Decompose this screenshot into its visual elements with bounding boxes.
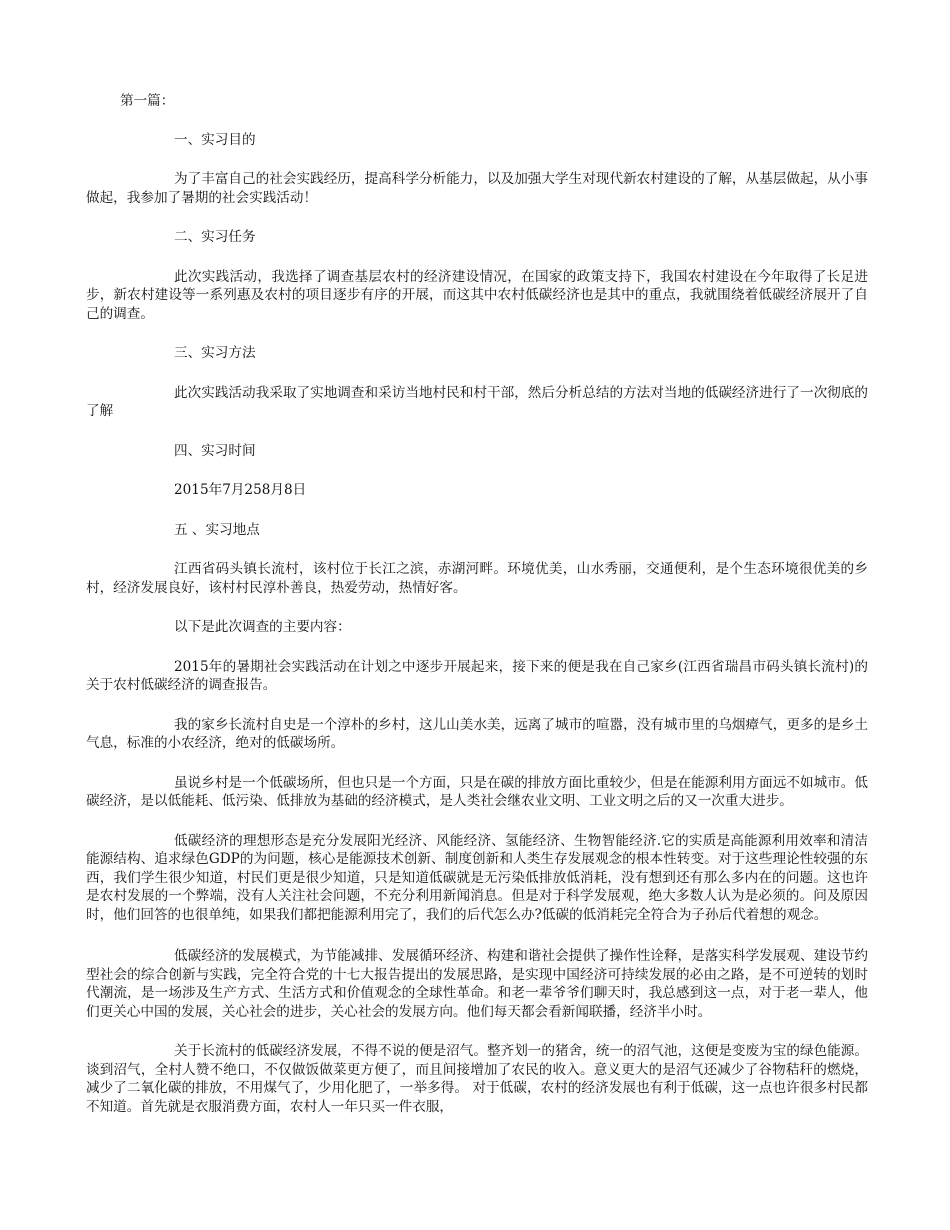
paragraph-4: 低碳经济的理想形态是充分发展阳光经济、风能经济、氢能经济、生物智能经济.它的实质是高能源利用效率和清洁能源结构、追求绿色GDP的为问题，核心是能源技术创新、制度创新和人类生存发展观念的根本性转变。对于这些理论性较强的东西，我们学生很少知道，村民们更是很少知道，只是知道低碳就是无污染低排放低消耗，没有想到还有那么多内在的问题。这也许是农村发展的一个弊端，没有人关注社会问题，不充分利用新闻消息。但是对于科学发展观，绝大多数人认为是必须的。问及原因时，他们回答的也很单纯，如果我们都把能源利用完了，我们的后代怎么办?低碳的低消耗完全符合为子孙后代着想的观念。 (86, 832, 868, 923)
paragraph-1: 2015年的暑期社会实践活动在计划之中逐步开展起来，接下来的便是我在自己家乡(江西省瑞昌市码头镇长流村)的关于农村低碳经济的调查报告。 (86, 658, 868, 693)
section-body-time: 2015年7月258月8日 (174, 482, 307, 498)
section-body-task: 此次实践活动，我选择了调查基层农村的经济建设情况，在国家的政策支持下，我国农村建设在今年取得了长足进步，新农村建设等一系列惠及农村的项目逐步有序的开展，而这其中农村低碳经济也是其中的重点，我就围绕着低碳经济展开了自己的调查。 (86, 268, 868, 322)
survey-intro: 以下是此次调查的主要内容： (174, 619, 351, 635)
section-title-location: 五 、实习地点 (174, 521, 260, 538)
section-title-method: 三、实习方法 (174, 345, 256, 361)
section-body-location: 江西省码头镇长流村，该村位于长江之滨，赤湖河畔。环境优美，山水秀丽，交通便利，是个生态环境很优美的乡村，经济发展良好，该村村民淳朴善良，热爱劳动，热情好客。 (86, 561, 868, 596)
paragraph-2: 我的家乡长流村自史是一个淳朴的乡村，这儿山美水美，远离了城市的喧嚣，没有城市里的乌烟瘴气，更多的是乡土气息，标准的小农经济，绝对的低碳场所。 (86, 716, 868, 751)
document-body (86, 92, 868, 1116)
section-title-task: 二、实习任务 (174, 229, 256, 245)
paragraph-6: 关于长流村的低碳经济发展，不得不说的便是沼气。整齐划一的猪舍，统一的沼气池，这便是变废为宝的绿色能源。谈到沼气，全村人赞不绝口，不仅做饭做菜更方便了，而且间接增加了农民的收入。意义更大的是沼气还减少了谷物秸秆的燃烧，减少了二氧化碳的排放，不用煤气了，少用化肥了，一举多得。 对于低碳，农村的经济发展也有利于低碳，这一点也许很多村民都不知道。首先就是衣服消费方面，农村人一年只买一件衣服， (86, 1043, 868, 1115)
section-body-method: 此次实践活动我采取了实地调查和采访当地村民和村干部，然后分析总结的方法对当地的低碳经济进行了一次彻底的了解 (86, 384, 868, 419)
paragraph-3: 虽说乡村是一个低碳场所，但也只是一个方面，只是在碳的排放方面比重较少，但是在能源利用方面远不如城市。低碳经济，是以低能耗、低污染、低排放为基础的经济模式，是人类社会继农业文明、工业文明之后的又一次重大进步。 (86, 774, 868, 809)
section-body-purpose: 为了丰富自己的社会实践经历，提高科学分析能力，以及加强大学生对现代新农村建设的了解，从基层做起，从小事做起，我参加了暑期的社会实践活动！ (86, 171, 868, 206)
paragraph-5: 低碳经济的发展模式，为节能减排、发展循环经济、构建和谐社会提供了操作性诠释，是落实科学发展观、建设节约型社会的综合创新与实践，完全符合党的十七大报告提出的发展思路，是实现中国经济可持续发展的必由之路，是不可逆转的划时代潮流，是一场涉及生产方式、生活方式和价值观念的全球性革命。和老一辈爷爷们聊天时，我总感到这一点，对于老一辈人，他们更关心中国的发展，关心社会的进步，关心社会的发展方向。他们每天都会看新闻联播，经济半小时。 (86, 948, 868, 1020)
document-heading: 第一篇： (120, 93, 175, 109)
section-title-purpose: 一、实习目的 (174, 131, 256, 148)
section-title-time: 四、实习时间 (174, 442, 256, 459)
